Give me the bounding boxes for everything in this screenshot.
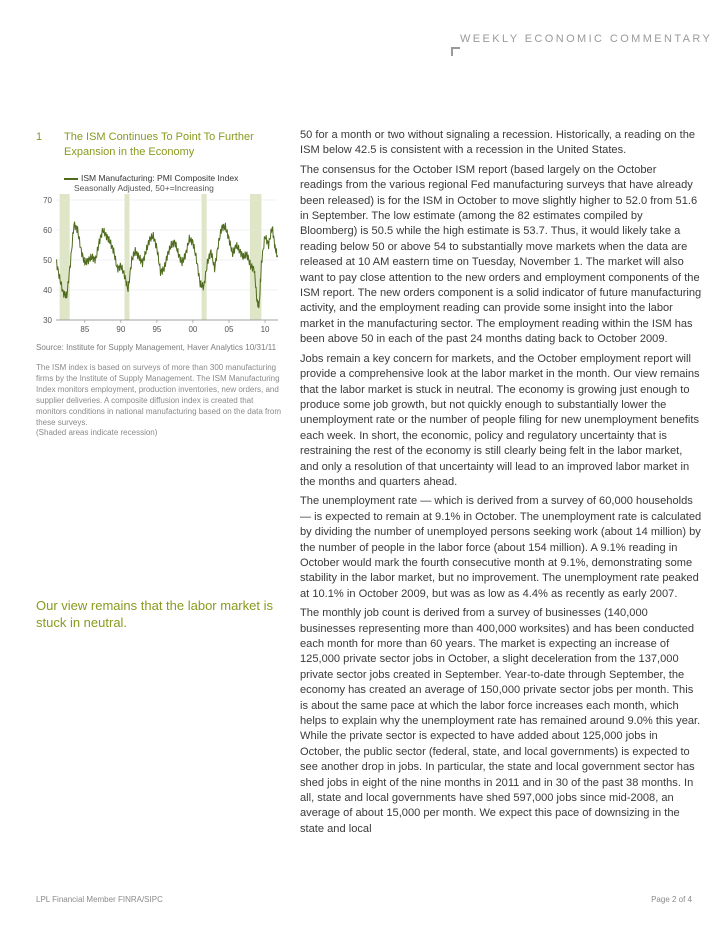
- x-tick-label: 05: [224, 325, 234, 334]
- chart-title: The ISM Continues To Point To Further Expansion in the Economy: [64, 131, 254, 158]
- paragraph-5: The monthly job count is derived from a survey of businesses (140,000 businesses representing more than 400,000 worksites) and has been conducted each month for more than 60 years. The market is expecting an increase of 125,000 private sector jobs in October, a slight deceleration from the 137,000 private sector jobs created in September. Year-to-date through September, the economy has created an average of 150,000 private sector jobs per month. This is about the same pace at which the labor force increases each month, which helps to explain why the unemployment rate has remained around 9.0% this year. While the private sector is expected to have added about 125,000 jobs in October, the public sector (federal, state, and local governments) is expected to see another drop in jobs. In particular, the state and local government sector has shed jobs in eight of the nine months in 2011 and in 30 of the past 38 months. In all, state and local governments have shed 597,000 jobs since mid-2008, an average of about 15,000 per month. We expect this pace of downsizing in the state and local: [300, 607, 701, 835]
- ism-line-chart: [36, 186, 286, 344]
- chart-recession-note: (Shaded areas indicate recession): [36, 428, 158, 437]
- paragraph-2: The consensus for the October ISM report (based largely on the October readings from the various regional Fed manufacturing surveys that have already been released) is for the ISM in October to move slightly higher to 52.0 from 51.6 in September. The low estimate (among the 82 estimates compiled by Bloomberg) is 50.5 while the high estimate is 53.7. Thus, it would likely take a reading below 50 or above 54 to substantially move markets when the data are released at 10 AM eastern time on Tuesday, November 1. The market will also want to pay close attention to the new orders and employment components of the ISM report. The new orders component is a solid indicator of future manufacturing activity, and the employment reading can provide some insight into the labor market in the manufacturing sector. The employment reading within the ISM has been above 50 in each of the past 24 months dating back to October 2009.: [300, 163, 702, 346]
- x-tick-label: 00: [188, 325, 198, 334]
- legend-label: ISM Manufacturing: PMI Composite Index: [81, 173, 239, 183]
- x-tick-label: 10: [260, 325, 270, 334]
- paragraph-3: Jobs remain a key concern for markets, and the October employment report will provide a comprehensive look at the labor market in the month. Our view remains that the labor market is stuck in neutral. The economy is growing just enough to produce some job growth, but not quickly enough to substantially lower the unemployment rate or the number of people filing for new unemployment benefits each week. In short, the economic, policy and regulatory uncertainty that is restraining the rest of the economy is still clearly being felt in the labor market, and only a resolution of that uncertainty will lead to an improved labor market in the months and quarters ahead.: [300, 352, 700, 488]
- page-number: Page 2 of 4: [651, 895, 692, 904]
- y-tick-label: 60: [43, 226, 52, 235]
- header-title: WEEKLY ECONOMIC COMMENTARY: [460, 33, 713, 45]
- corner-mark-icon: [451, 47, 461, 57]
- legend-sublabel: Seasonally Adjusted, 50+=Increasing: [74, 183, 214, 193]
- x-tick-label: 95: [152, 325, 162, 334]
- x-tick-label: 90: [116, 325, 126, 334]
- series-line: [56, 222, 278, 309]
- legend-swatch: [64, 178, 78, 180]
- body-text: [300, 128, 702, 841]
- y-tick-label: 40: [43, 286, 52, 295]
- recession-band: [60, 194, 70, 320]
- paragraph-4: The unemployment rate — which is derived from a survey of 60,000 households — is expected to remain at 9.1% in October. The unemployment rate is calculated by dividing the number of unemployed persons seeking work (about 14 million) by the number of people in the labor force (about 154 million). A 9.1% reading in October would mark the fourth consecutive month at 9.1%, demonstrating some stability in the labor market, but no improvement. The unemployment rate peaked at 10.1% in October 2009, but was as low as 4.4% as recently as early 2007.: [300, 495, 702, 600]
- paragraph-1: 50 for a month or two without signaling a recession. Historically, a reading on the ISM below 42.5 is consistent with a recession in the United States.: [300, 129, 696, 157]
- recession-band: [124, 194, 129, 320]
- chart-number: 1: [36, 131, 43, 143]
- y-tick-label: 30: [43, 316, 52, 325]
- x-tick-label: 85: [80, 325, 90, 334]
- pull-quote: Our view remains that the labor market is stuck in neutral.: [36, 598, 273, 630]
- recession-band: [202, 194, 207, 320]
- y-tick-label: 70: [43, 196, 52, 205]
- chart-source: Source: Institute for Supply Management, Haver Analytics 10/31/11: [36, 343, 277, 352]
- footer-left: LPL Financial Member FINRA/SIPC: [36, 895, 163, 904]
- y-tick-label: 50: [43, 256, 52, 265]
- chart-note: The ISM index is based on surveys of more than 300 manufacturing firms by the Institute of Supply Management. The ISM Manufacturing Index monitors employment, production inventories, new orders, and supplier deliveries. A composite diffusion index is created that monitors conditions in national manufacturing based on the data from these surveys.: [36, 363, 282, 427]
